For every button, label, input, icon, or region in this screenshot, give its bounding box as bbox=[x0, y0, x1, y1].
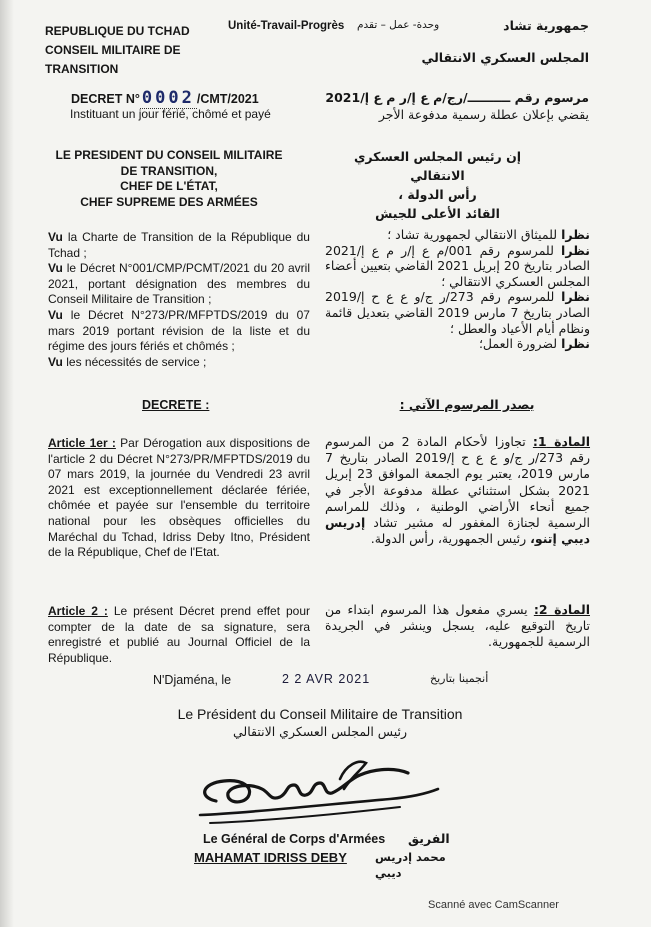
article-1-fr bbox=[48, 436, 310, 561]
decree-subtitle-arabic: يقضي بإعلان عطلة رسمية مدفوعة الأجر bbox=[378, 107, 589, 122]
article-1-name-arabic: إدريس ديبي إتنو، bbox=[325, 515, 590, 547]
president-line: CHEF SUPREME DES ARMÉES bbox=[80, 194, 258, 209]
article-1-ar bbox=[325, 434, 590, 547]
article-2-ar bbox=[325, 602, 590, 651]
president-ar-line: رأس الدولة ، bbox=[398, 187, 477, 202]
vu-item bbox=[48, 230, 310, 261]
article-1-text: Par Dérogation aux dispositions de l'article 2 du Décret N°273/PR/MFPTDS/2019 du 07 mars 2019, la journée du Vendredi 23 avril 2021 est exceptionnellement déclarée fériée, chômée et payée sur l'ensemble du territoire national pour les obsèques officielles du Maréchal du Tchad, Idriss Deby Itno, Président de la République, Chef de l'Etat. bbox=[48, 436, 310, 560]
signature-title: Le Président du Conseil Militaire de Transition bbox=[177, 706, 463, 722]
handwritten-signature bbox=[190, 745, 450, 835]
president-line: CHEF DE L'ÉTAT, bbox=[120, 179, 218, 193]
vu-text: le Décret N°001/CMP/PCMT/2021 du 20 avril 2021, portant désignation des membres du Conseil Militaire de Transition ; bbox=[48, 261, 310, 307]
header-left-line: TRANSITION bbox=[45, 62, 119, 76]
header-left-line: CONSEIL MILITAIRE DE bbox=[45, 43, 181, 57]
nazaran-word: نظرا bbox=[561, 242, 590, 258]
president-ar bbox=[345, 147, 530, 223]
header-left bbox=[45, 22, 215, 79]
place-label: N'Djaména, le bbox=[153, 673, 232, 687]
vu-item bbox=[48, 308, 310, 355]
nazaran-word: نظرا bbox=[561, 289, 590, 305]
article-2-label: Article 2 : bbox=[48, 604, 108, 618]
article-2-fr bbox=[48, 604, 310, 666]
decrete-heading: DECRETE : bbox=[142, 398, 210, 412]
president-line: DE TRANSITION, bbox=[120, 163, 218, 178]
vu-text: le Décret N°273/PR/MFPTDS/2019 du 07 mars 2019 portant révision de la liste et du régime des jours fériés et chômés ; bbox=[48, 307, 310, 354]
decree-title-arabic: مرسوم رقم ــــــــــ/رج/م ع إ/ر م ع إ/2021 bbox=[325, 90, 589, 105]
vu-item bbox=[48, 355, 310, 371]
president-line: LE PRESIDENT DU CONSEIL MILITAIRE bbox=[55, 148, 283, 162]
vu-word: Vu bbox=[48, 230, 63, 244]
header-left-line: REPUBLIQUE DU TCHAD bbox=[45, 24, 190, 38]
president-fr bbox=[48, 148, 290, 210]
vu-word: Vu bbox=[48, 261, 63, 276]
decrete-heading-arabic: يصدر المرسوم الآتي : bbox=[399, 397, 535, 412]
vu-text: la Charte de Transition de la République du Tchad ; bbox=[48, 230, 310, 260]
signatory-name: MAHAMAT IDRISS DEBY bbox=[194, 850, 347, 865]
nazaran-item bbox=[325, 289, 590, 336]
vu-word: Vu bbox=[48, 354, 63, 369]
place-arabic: أنجمينا بتاريخ bbox=[430, 672, 489, 685]
article-1-label-arabic: المادة 1: bbox=[532, 434, 591, 449]
signatory-rank-arabic: الفريق bbox=[408, 831, 450, 846]
nazaran-item bbox=[325, 243, 590, 290]
article-1-label: Article 1er : bbox=[48, 436, 116, 450]
article-2-label-arabic: المادة 2: bbox=[533, 602, 590, 617]
article-2-text-arabic: يسري مفعول هذا المرسوم ابتداء من تاريخ التوقيع عليه، يسجل وينشر في الجريدة الرسمية للجمهورية. bbox=[325, 602, 590, 650]
nazaran-word: نظرا bbox=[561, 336, 590, 352]
vu-item bbox=[48, 261, 310, 308]
decree-subtitle: Instituant un jour férié, chômé et payé bbox=[70, 107, 271, 121]
decree-suffix: /CMT/2021 bbox=[196, 92, 259, 106]
scanner-watermark: Scanné avec CamScanner bbox=[428, 899, 559, 911]
nazaran-word: نظرا bbox=[561, 227, 590, 242]
article-1-text-arabic: تجاوزا لأحكام المادة 2 من المرسوم رقم 273/ر ج/و ع ع ح إ/2019 الصادر بتاريخ 7 مارس 2019، يعتبر يوم الجمعة الموافق 23 إبريل 2021 بشكل استثنائي عطلة مدفوعة الأجر في جميع أنحاء الأراضي الوطنية ، وذلك للمراسم الرسمية لجنازة المغفور له مشير تشاد bbox=[325, 434, 590, 531]
vu-word: Vu bbox=[48, 307, 63, 322]
signatory-rank: Le Général de Corps d'Armées bbox=[203, 832, 386, 846]
nazaran-list bbox=[325, 227, 590, 352]
date-stamp: 2 2 AVR 2021 bbox=[282, 672, 371, 686]
nazaran-text: للميثاق الانتقالي لجمهورية تشاد ؛ bbox=[387, 227, 558, 242]
signatory-name-arabic: محمد إدريس ديبي bbox=[375, 850, 446, 880]
nazaran-item bbox=[325, 336, 590, 352]
motto-arabic: وحدة- عمل – تقدم bbox=[357, 19, 440, 31]
decree-prefix: DECRET N° bbox=[71, 92, 140, 106]
page-shadow bbox=[0, 0, 14, 927]
nazaran-text: لضرورة العمل؛ bbox=[478, 336, 558, 352]
decree-number: 0002 bbox=[141, 88, 195, 108]
nazaran-text: للمرسوم رقم 001/م ع إ/ر م ع إ/2021 الصادر بتاريخ 20 إبريل 2021 القاضي بتعيين أعضاء المجلس العسكري الانتقالي ؛ bbox=[325, 242, 590, 289]
signature-title-arabic: رئيس المجلس العسكري الانتقالي bbox=[232, 724, 408, 739]
nazaran-item bbox=[325, 227, 590, 243]
vu-list bbox=[48, 230, 310, 370]
president-ar-line: القائد الأعلى للجيش bbox=[375, 206, 500, 221]
header-right-arabic: جمهورية تشاد bbox=[503, 18, 589, 33]
header-right-arabic-2: المجلس العسكري الانتقالي bbox=[421, 50, 589, 65]
president-ar-line: إن رئيس المجلس العسكري الانتقالي bbox=[353, 149, 522, 183]
decree-title bbox=[71, 88, 259, 108]
motto: Unité-Travail-Progrès bbox=[228, 20, 345, 32]
article-2-text: Le présent Décret prend effet pour compter de la date de sa signature, sera enregistré et publié au Journal Officiel de la République. bbox=[48, 604, 310, 665]
nazaran-text: للمرسوم رقم 273/ر ج/و ع ع ح إ/2019 الصادر بتاريخ 7 مارس 2019 القاضي بتعديل قائمة ونظام أيام الأعياد والعطل ؛ bbox=[325, 289, 591, 336]
vu-text: les nécessités de service ; bbox=[66, 354, 207, 369]
article-1-tail-arabic: رئيس الجمهورية، رأس الدولة. bbox=[370, 531, 527, 547]
